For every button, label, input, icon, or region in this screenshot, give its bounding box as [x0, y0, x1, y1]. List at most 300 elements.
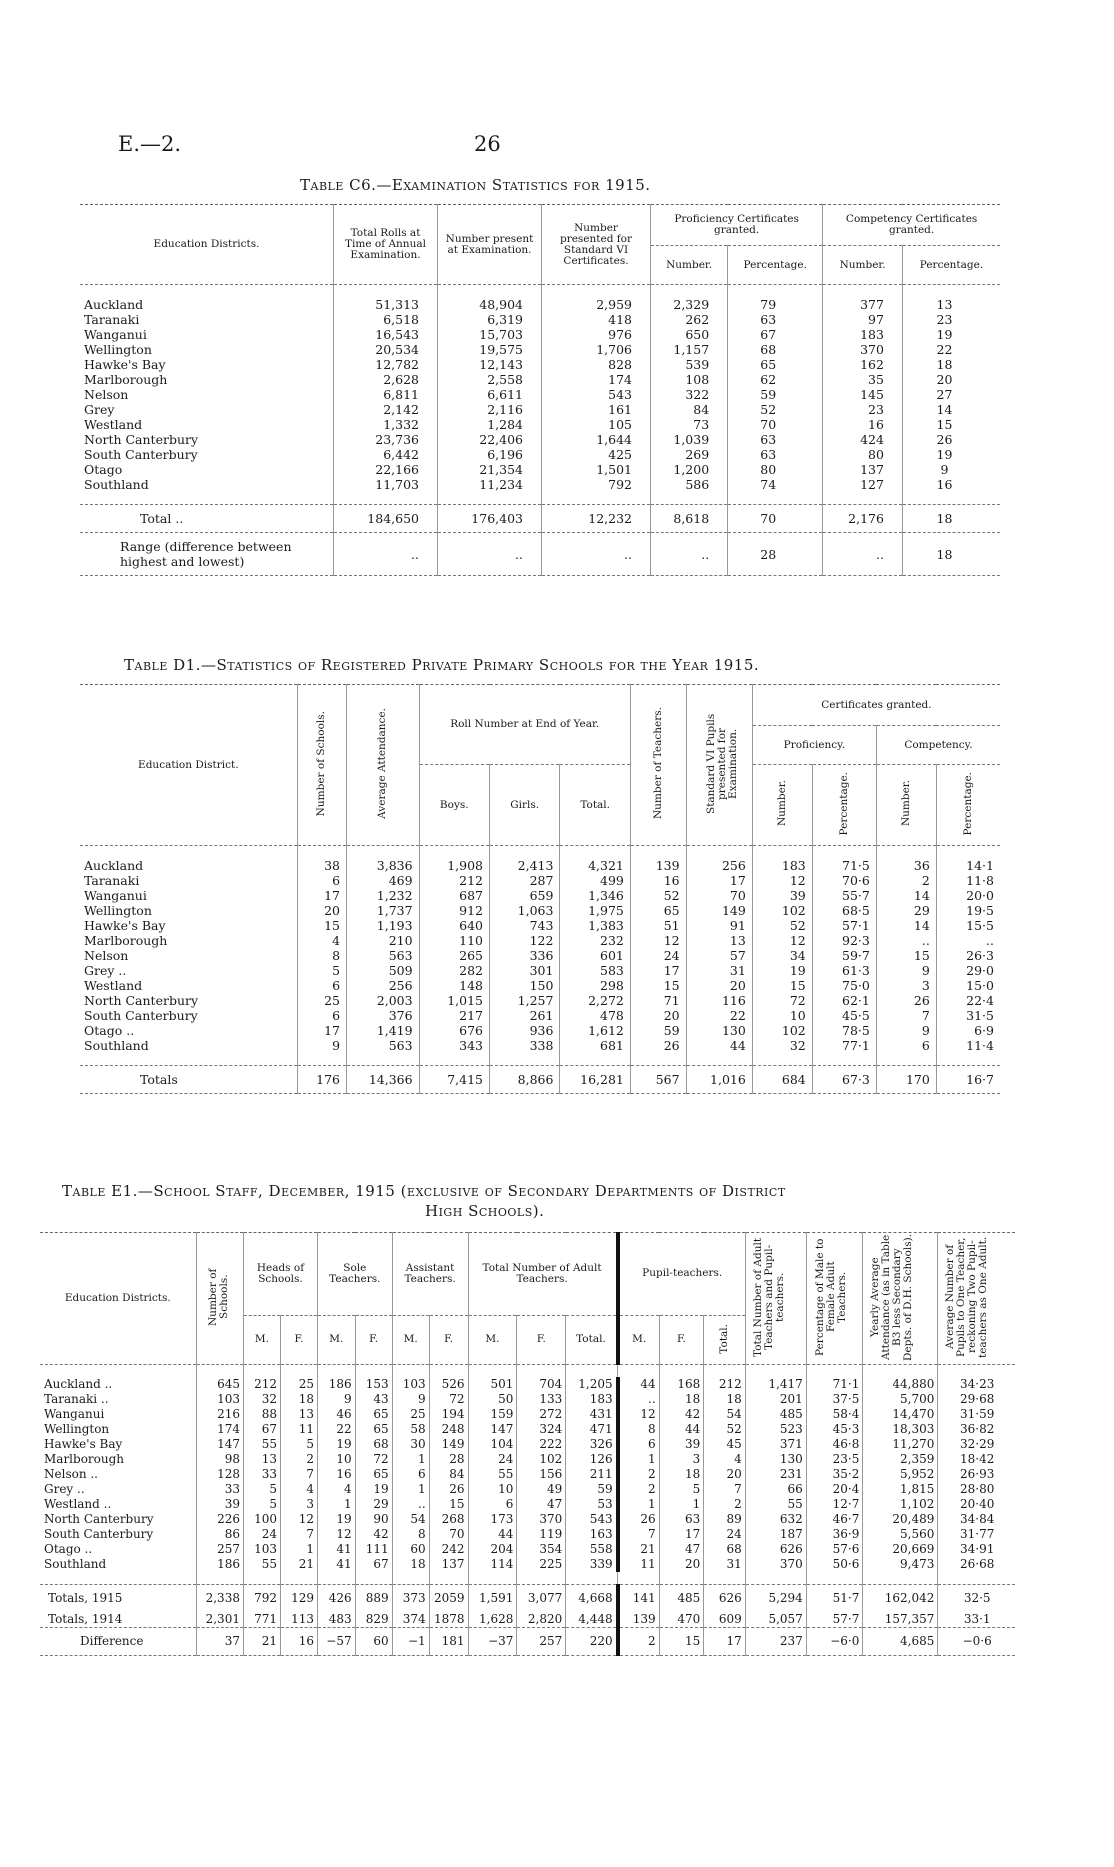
table-row: [80, 993, 1000, 1008]
district-name: Auckland ..: [44, 1377, 113, 1391]
district-name: Marlborough: [84, 933, 168, 948]
table-row: [80, 402, 1000, 417]
e1-header-assistant: Assistant Teachers.: [392, 1233, 468, 1316]
cell-value: 14: [876, 888, 936, 903]
cell-value: 102: [752, 903, 812, 918]
cell-value: 471: [566, 1422, 618, 1437]
cell-value: 98: [196, 1452, 243, 1467]
cell-value: 257: [517, 1628, 566, 1656]
cell-value: 22,166: [334, 462, 438, 477]
e1-header-sole: Sole Teachers.: [318, 1233, 393, 1316]
cell-value: 31·5: [936, 1008, 1000, 1023]
cell-value: 20: [297, 903, 346, 918]
d1-header-attendance: Average Attendance.: [376, 708, 389, 819]
cell-value: 543: [566, 1512, 618, 1527]
cell-value: 45: [704, 1437, 746, 1452]
cell-value: 1: [659, 1497, 704, 1512]
cell-value: 156: [517, 1467, 566, 1482]
cell-value: 70·6: [812, 873, 876, 888]
cell-value: 102: [752, 1023, 812, 1038]
cell-value: 17: [659, 1527, 704, 1542]
cell-value: 2059: [429, 1585, 468, 1613]
cell-value: 8,866: [490, 1066, 560, 1094]
c6-header-present: Number present at Examination.: [438, 205, 542, 285]
cell-value: 2,820: [517, 1612, 566, 1628]
cell-value: 42: [355, 1527, 392, 1542]
district-name: Range (difference between highest and lowest): [80, 533, 334, 576]
cell-value: 16: [902, 477, 1000, 492]
district-name: Hawke's Bay: [84, 357, 166, 372]
cell-value: 1,157: [651, 342, 728, 357]
district-name: South Canterbury: [84, 447, 198, 462]
cell-value: 225: [517, 1557, 566, 1572]
c6-header-prof-number: Number.: [651, 246, 728, 285]
cell-value: ..: [823, 533, 903, 576]
cell-value: 14,366: [347, 1066, 420, 1094]
cell-value: 27: [902, 387, 1000, 402]
cell-value: 57: [686, 948, 752, 963]
cell-value: 212: [243, 1377, 280, 1392]
table-row: [80, 327, 1000, 342]
cell-value: 261: [490, 1008, 560, 1023]
cell-value: 3: [280, 1497, 317, 1512]
e1-header-heads-m: M.: [243, 1315, 280, 1364]
cell-value: 62: [728, 372, 823, 387]
cell-value: 61·3: [812, 963, 876, 978]
cell-value: 62·1: [812, 993, 876, 1008]
cell-value: 65: [355, 1422, 392, 1437]
cell-value: 46·7: [806, 1512, 863, 1527]
cell-value: 20: [630, 1008, 686, 1023]
cell-value: 137: [429, 1557, 468, 1572]
cell-value: 108: [651, 372, 728, 387]
cell-value: 126: [566, 1452, 618, 1467]
cell-value: 31·59: [938, 1407, 1015, 1422]
cell-value: 26·68: [938, 1557, 1015, 1572]
cell-value: 13: [243, 1452, 280, 1467]
e1-header-asst-f: F.: [429, 1315, 468, 1364]
cell-value: 34: [752, 948, 812, 963]
cell-value: 55: [468, 1467, 517, 1482]
district-name: Otago: [84, 462, 123, 477]
d1-header-boys: Boys.: [419, 765, 489, 846]
cell-value: 55: [745, 1497, 806, 1512]
cell-value: 12: [318, 1527, 356, 1542]
cell-value: 499: [560, 873, 630, 888]
cell-value: 609: [704, 1612, 746, 1628]
cell-value: 90: [355, 1512, 392, 1527]
cell-value: 33: [196, 1482, 243, 1497]
d1-header-roll: Roll Number at End of Year.: [419, 685, 630, 765]
cell-value: 49: [517, 1482, 566, 1497]
cell-value: 226: [196, 1512, 243, 1527]
cell-value: 2,558: [438, 372, 542, 387]
cell-value: 2,329: [651, 297, 728, 312]
cell-value: −0·6: [938, 1628, 1015, 1656]
cell-value: 269: [651, 447, 728, 462]
cell-value: 34·23: [938, 1377, 1015, 1392]
cell-value: 4: [297, 933, 346, 948]
cell-value: 45·3: [806, 1422, 863, 1437]
cell-value: 63: [728, 432, 823, 447]
district-name: Westland: [84, 417, 143, 432]
cell-value: 68: [728, 342, 823, 357]
cell-value: 17: [686, 873, 752, 888]
cell-value: 771: [243, 1612, 280, 1628]
cell-value: 324: [517, 1422, 566, 1437]
cell-value: 6: [392, 1467, 429, 1482]
table-row: [80, 933, 1000, 948]
cell-value: 31: [704, 1557, 746, 1572]
cell-value: 3,836: [347, 858, 420, 873]
cell-value: 150: [490, 978, 560, 993]
district-name: Totals, 1914: [48, 1612, 123, 1626]
cell-value: 39: [659, 1437, 704, 1452]
cell-value: 16: [280, 1628, 317, 1656]
cell-value: 1,644: [542, 432, 651, 447]
table-row: [40, 1542, 1015, 1557]
cell-value: 147: [468, 1422, 517, 1437]
cell-value: 114: [468, 1557, 517, 1572]
cell-value: 12,782: [334, 357, 438, 372]
cell-value: 10: [318, 1452, 356, 1467]
d1-header-girls: Girls.: [490, 765, 560, 846]
cell-value: 210: [347, 933, 420, 948]
cell-value: 130: [686, 1023, 752, 1038]
cell-value: 84: [429, 1467, 468, 1482]
cell-value: 478: [560, 1008, 630, 1023]
district-name: Otago ..: [84, 1023, 135, 1038]
cell-value: 1,501: [542, 462, 651, 477]
cell-value: 12: [630, 933, 686, 948]
cell-value: 116: [686, 993, 752, 1008]
document-reference: E.—2.: [118, 132, 182, 156]
cell-value: 242: [429, 1542, 468, 1557]
cell-value: 936: [490, 1023, 560, 1038]
cell-value: 50·6: [806, 1557, 863, 1572]
cell-value: 39: [752, 888, 812, 903]
cell-value: 2: [280, 1452, 317, 1467]
cell-value: 9: [876, 1023, 936, 1038]
cell-value: 18,303: [863, 1422, 938, 1437]
cell-value: 257: [196, 1542, 243, 1557]
cell-value: 3: [876, 978, 936, 993]
table-d1-title: Table D1.—Statistics of Registered Private Primary Schools for the Year 1915.: [124, 656, 760, 674]
e1-header-adult-f: F.: [517, 1315, 566, 1364]
cell-value: 2: [618, 1482, 660, 1497]
cell-value: 563: [347, 1038, 420, 1053]
cell-value: 33: [243, 1467, 280, 1482]
cell-value: 485: [659, 1585, 704, 1613]
cell-value: 11: [618, 1557, 660, 1572]
cell-value: 77·1: [812, 1038, 876, 1053]
cell-value: 377: [823, 297, 903, 312]
district-name: Westland ..: [44, 1497, 112, 1511]
cell-value: 52: [704, 1422, 746, 1437]
cell-value: 24: [704, 1527, 746, 1542]
cell-value: 1: [618, 1497, 660, 1512]
cell-value: 1,419: [347, 1023, 420, 1038]
cell-value: 31: [686, 963, 752, 978]
cell-value: 65: [728, 357, 823, 372]
cell-value: 976: [542, 327, 651, 342]
cell-value: 15: [659, 1628, 704, 1656]
cell-value: 684: [752, 1066, 812, 1094]
cell-value: 19: [902, 327, 1000, 342]
cell-value: 46: [318, 1407, 356, 1422]
cell-value: 20·40: [938, 1497, 1015, 1512]
cell-value: 129: [280, 1585, 317, 1613]
cell-value: 10: [468, 1482, 517, 1497]
district-name: Hawke's Bay: [84, 918, 166, 933]
cell-value: 67: [243, 1422, 280, 1437]
district-name: Nelson ..: [44, 1467, 98, 1481]
cell-value: 1: [280, 1542, 317, 1557]
d1-header-competency: Competency.: [876, 726, 1000, 765]
cell-value: 4: [280, 1482, 317, 1497]
cell-value: 130: [745, 1452, 806, 1467]
cell-value: 2: [704, 1497, 746, 1512]
cell-value: 1: [392, 1452, 429, 1467]
range-row: [80, 533, 1000, 576]
cell-value: 91: [686, 918, 752, 933]
district-name: Taranaki: [84, 873, 140, 888]
cell-value: 4,668: [566, 1585, 618, 1613]
cell-value: 354: [517, 1542, 566, 1557]
cell-value: 15: [752, 978, 812, 993]
cell-value: 8: [618, 1422, 660, 1437]
table-row: [80, 342, 1000, 357]
cell-value: 6: [468, 1497, 517, 1512]
cell-value: 12: [618, 1407, 660, 1422]
cell-value: 176: [297, 1066, 346, 1094]
cell-value: −1: [392, 1628, 429, 1656]
cell-value: 2,116: [438, 402, 542, 417]
cell-value: 183: [823, 327, 903, 342]
cell-value: 18: [704, 1392, 746, 1407]
c6-header-comp-number: Number.: [823, 246, 903, 285]
district-name: Wellington: [44, 1422, 110, 1436]
cell-value: 63: [728, 447, 823, 462]
table-row: [40, 1407, 1015, 1422]
cell-value: 68: [704, 1542, 746, 1557]
cell-value: 16,281: [560, 1066, 630, 1094]
cell-value: 567: [630, 1066, 686, 1094]
cell-value: 8,618: [651, 505, 728, 533]
cell-value: 176,403: [438, 505, 542, 533]
cell-value: 186: [318, 1377, 356, 1392]
cell-value: 211: [566, 1467, 618, 1482]
cell-value: 20·0: [936, 888, 1000, 903]
cell-value: 103: [196, 1392, 243, 1407]
e1-header-total-adult: Total Number of Adult Teachers.: [468, 1233, 618, 1316]
district-name: Otago ..: [44, 1542, 93, 1556]
cell-value: 18: [902, 533, 1000, 576]
cell-value: 20: [704, 1467, 746, 1482]
cell-value: 149: [429, 1437, 468, 1452]
cell-value: 2,338: [196, 1585, 243, 1613]
cell-value: 45·5: [812, 1008, 876, 1023]
cell-value: 187: [745, 1527, 806, 1542]
table-e1-title-line1: Table E1.—School Staff, December, 1915 (exclusive of Secondary Departments of District: [62, 1182, 786, 1200]
d1-header-prof-percentage: Percentage.: [837, 771, 850, 836]
cell-value: 424: [823, 432, 903, 447]
cell-value: 501: [468, 1377, 517, 1392]
cell-value: 268: [429, 1512, 468, 1527]
cell-value: 265: [419, 948, 489, 963]
cell-value: 44,880: [863, 1377, 938, 1392]
cell-value: 137: [823, 462, 903, 477]
district-name: Grey ..: [84, 963, 127, 978]
district-name: Southland: [44, 1557, 107, 1571]
cell-value: 15,703: [438, 327, 542, 342]
cell-value: 161: [542, 402, 651, 417]
cell-value: 563: [347, 948, 420, 963]
cell-value: 5: [659, 1482, 704, 1497]
cell-value: 13: [902, 297, 1000, 312]
d1-header-teachers: Number of Teachers.: [651, 707, 664, 820]
cell-value: 370: [517, 1512, 566, 1527]
table-row: [80, 1008, 1000, 1023]
cell-value: 65: [630, 903, 686, 918]
d1-header-comp-percentage: Percentage.: [961, 771, 974, 836]
cell-value: 102: [517, 1452, 566, 1467]
cell-value: 162: [823, 357, 903, 372]
district-name: Auckland: [84, 297, 144, 312]
cell-value: 52: [630, 888, 686, 903]
cell-value: 828: [542, 357, 651, 372]
table-row: [40, 1437, 1015, 1452]
cell-value: 2,628: [334, 372, 438, 387]
district-name: Grey ..: [44, 1482, 85, 1496]
district-name: South Canterbury: [44, 1527, 154, 1541]
cell-value: 74: [728, 477, 823, 492]
cell-value: 183: [566, 1392, 618, 1407]
e1-header-adult-total: Total.: [566, 1315, 618, 1364]
cell-value: 6: [297, 1008, 346, 1023]
cell-value: 65: [355, 1467, 392, 1482]
cell-value: 201: [745, 1392, 806, 1407]
cell-value: 92·3: [812, 933, 876, 948]
cell-value: 104: [468, 1437, 517, 1452]
cell-value: 44: [468, 1527, 517, 1542]
e1-header-pupil-m: M.: [618, 1315, 660, 1364]
cell-value: ..: [392, 1497, 429, 1512]
cell-value: 68·5: [812, 903, 876, 918]
cell-value: 9: [318, 1392, 356, 1407]
cell-value: 89: [704, 1512, 746, 1527]
cell-value: 18: [659, 1467, 704, 1482]
cell-value: 2: [618, 1628, 660, 1656]
cell-value: 256: [347, 978, 420, 993]
cell-value: 23,736: [334, 432, 438, 447]
cell-value: 37: [196, 1628, 243, 1656]
cell-value: 103: [243, 1542, 280, 1557]
totals-row: [80, 1066, 1000, 1094]
cell-value: 6: [297, 873, 346, 888]
district-name: Taranaki: [84, 312, 140, 327]
cell-value: 370: [823, 342, 903, 357]
cell-value: 71: [630, 993, 686, 1008]
e1-header-sole-f: F.: [355, 1315, 392, 1364]
cell-value: 523: [745, 1422, 806, 1437]
cell-value: 17: [297, 888, 346, 903]
cell-value: 5,057: [745, 1612, 806, 1628]
cell-value: 485: [745, 1407, 806, 1422]
cell-value: 46·8: [806, 1437, 863, 1452]
cell-value: 34·91: [938, 1542, 1015, 1557]
cell-value: 159: [468, 1407, 517, 1422]
cell-value: 71·1: [806, 1377, 863, 1392]
cell-value: 15: [876, 948, 936, 963]
cell-value: 22: [318, 1422, 356, 1437]
page-number: 26: [474, 132, 501, 156]
cell-value: 184,650: [334, 505, 438, 533]
cell-value: 2,176: [823, 505, 903, 533]
cell-value: 70: [686, 888, 752, 903]
cell-value: 36·82: [938, 1422, 1015, 1437]
cell-value: 14,470: [863, 1407, 938, 1422]
cell-value: 681: [560, 1038, 630, 1053]
cell-value: 1,346: [560, 888, 630, 903]
cell-value: 30: [392, 1437, 429, 1452]
cell-value: 148: [419, 978, 489, 993]
cell-value: 53: [566, 1497, 618, 1512]
district-name: South Canterbury: [84, 1008, 198, 1023]
cell-value: 75·0: [812, 978, 876, 993]
c6-header-comp-percentage: Percentage.: [902, 246, 1000, 285]
cell-value: 71·5: [812, 858, 876, 873]
cell-value: 80: [728, 462, 823, 477]
cell-value: 86: [196, 1527, 243, 1542]
cell-value: ..: [334, 533, 438, 576]
district-name: Wellington: [84, 903, 152, 918]
cell-value: 19: [902, 447, 1000, 462]
table-row: [40, 1557, 1015, 1572]
cell-value: 18: [659, 1392, 704, 1407]
cell-value: 72: [429, 1392, 468, 1407]
cell-value: 6,811: [334, 387, 438, 402]
cell-value: 1,015: [419, 993, 489, 1008]
cell-value: 20,534: [334, 342, 438, 357]
cell-value: 26: [429, 1482, 468, 1497]
cell-value: 5,560: [863, 1527, 938, 1542]
district-name: Marlborough: [44, 1452, 125, 1466]
cell-value: 426: [318, 1585, 356, 1613]
cell-value: 162,042: [863, 1585, 938, 1613]
cell-value: 583: [560, 963, 630, 978]
cell-value: 586: [651, 477, 728, 492]
c6-header-prof-percentage: Percentage.: [728, 246, 823, 285]
cell-value: 16: [318, 1467, 356, 1482]
cell-value: 23: [902, 312, 1000, 327]
cell-value: ..: [618, 1392, 660, 1407]
cell-value: 60: [355, 1628, 392, 1656]
cell-value: 65: [355, 1407, 392, 1422]
cell-value: 20: [659, 1557, 704, 1572]
cell-value: 6,319: [438, 312, 542, 327]
cell-value: −6·0: [806, 1628, 863, 1656]
d1-header-std6: Standard VI Pupils presented for Examination.: [705, 713, 740, 814]
district-name: Nelson: [84, 948, 129, 963]
cell-value: 15·0: [936, 978, 1000, 993]
cell-value: 26: [876, 993, 936, 1008]
cell-value: 32·29: [938, 1437, 1015, 1452]
district-name: Auckland: [84, 858, 144, 873]
cell-value: 20,489: [863, 1512, 938, 1527]
cell-value: 374: [392, 1612, 429, 1628]
cell-value: 19: [318, 1512, 356, 1527]
